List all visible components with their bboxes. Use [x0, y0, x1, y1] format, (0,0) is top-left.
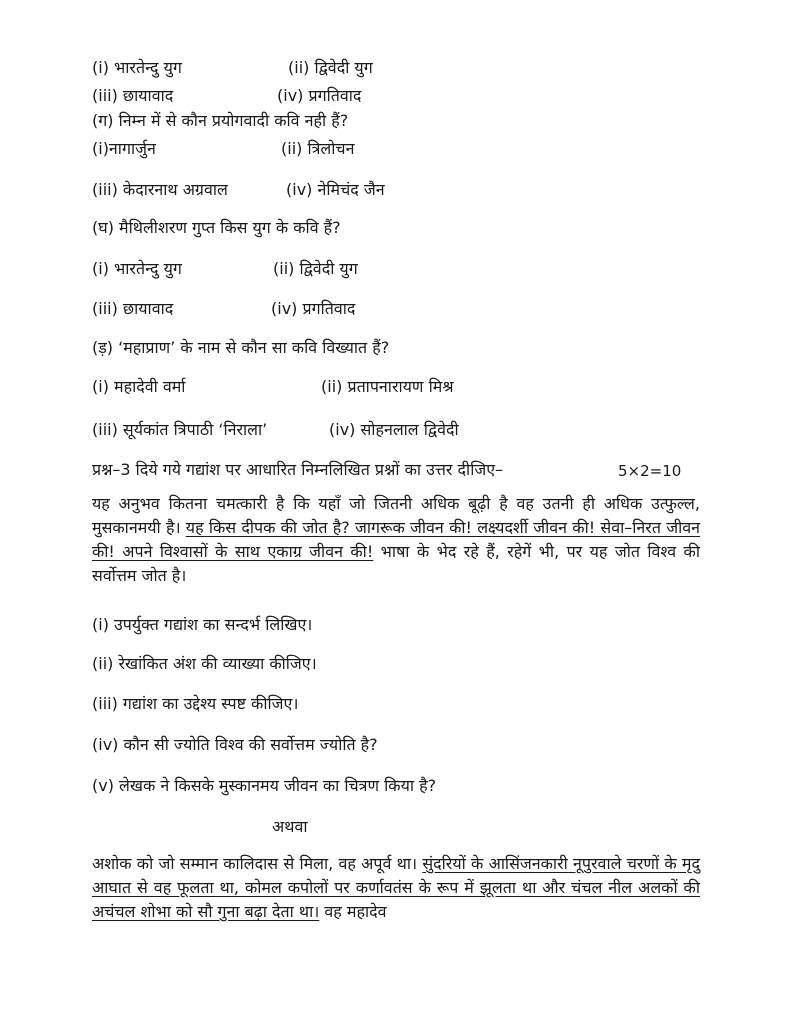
option-ii: (ii) द्विवेदी युग: [273, 259, 358, 278]
option-ii: (ii) प्रतापनारायण मिश्र: [321, 377, 454, 396]
sub-question: (i) उपर्युक्त गद्यांश का सन्दर्भ लिखिए।: [92, 615, 313, 634]
option-iii: (iii) सूर्यकांत त्रिपाठी ‘निराला’: [92, 420, 268, 439]
passage-2-text-end: वह महादेव: [319, 902, 387, 921]
passage-1-text: यह अनुभव कितना चमत्कारी है कि यहाँ जो जितनी अधिक बूढ़ी है वह उतनी ही अधिक उत्फुल्ल, मुसकानमयी है।: [92, 494, 700, 537]
question-3-heading: प्रश्न–3 दिये गये गद्यांश पर आधारित निम्नलिखित प्रश्नों का उत्तर दीजिए–: [92, 460, 504, 479]
option-i: (i) भारतेन्दु युग: [92, 259, 182, 278]
option-iv: (iv) प्रगतिवाद: [271, 299, 356, 318]
option-iv: (iv) सोहनलाल द्विवेदी: [329, 420, 459, 439]
passage-1-underlined: यह किस दीपक की जोत है? जागरूक जीवन की! लक्ष्यदर्शी जीवन की! सेवा–निरत जीवन की! अपने विश्वासों के साथ एकाग्र जीवन की!: [92, 518, 701, 561]
passage-2-underlined: सुंदरियों के आसिंजनकारी नूपुरवाले चरणों के मृदु आघात से वह फूलता था, कोमल कपोलों पर कर्णावतंस के रूप में झूलता था और चंचल नील अलकों की अचंचल शोभा को सौ गुना बढ़ा देता था।: [92, 854, 700, 921]
option-iii: (iii) छायावाद: [92, 86, 174, 105]
option-iii: (iii) केदारनाथ अग्रवाल: [92, 180, 228, 199]
question-3-marks: 5×2=10: [618, 462, 682, 480]
option-iii: (iii) छायावाद: [92, 299, 174, 318]
passage-1: [92, 492, 700, 588]
passage-2: [92, 852, 700, 924]
option-i: (i) महादेवी वर्मा: [92, 377, 186, 396]
option-i: (i) भारतेन्दु युग: [92, 58, 182, 77]
passage-2-text: अशोक को जो सम्मान कालिदास से मिला, वह अपूर्व था।: [92, 854, 423, 873]
sub-question: (iii) गद्यांश का उद्देश्य स्पष्ट कीजिए।: [92, 694, 299, 713]
athva-separator: अथवा: [272, 817, 308, 836]
option-ii: (ii) त्रिलोचन: [281, 139, 355, 158]
sub-question: (iv) कौन सी ज्योति विश्व की सर्वोत्तम ज्योति है?: [92, 735, 378, 754]
option-iv: (iv) नेमिचंद जैन: [286, 180, 385, 199]
option-iv: (iv) प्रगतिवाद: [277, 86, 362, 105]
option-i: (i)नागार्जुन: [92, 139, 156, 158]
option-ii: (ii) द्विवेदी युग: [288, 58, 373, 77]
question-gha: (घ) मैथिलीशरण गुप्त किस युग के कवि हैं?: [92, 218, 341, 237]
sub-question: (ii) रेखांकित अंश की व्याख्या कीजिए।: [92, 654, 317, 673]
passage-1-text-end: भाषा के भेद रहे हैं, रहेगें भी, पर यह जोत विश्व की सर्वोत्तम जोत है।: [92, 542, 700, 585]
question-nga: (ड़) ‘महाप्राण’ के नाम से कौन सा कवि विख्यात हैं?: [92, 338, 390, 357]
sub-question: (v) लेखक ने किसके मुस्कानमय जीवन का चित्रण किया है?: [92, 776, 437, 795]
question-ga: (ग) निम्न में से कौन प्रयोगवादी कवि नही हैं?: [92, 111, 349, 130]
